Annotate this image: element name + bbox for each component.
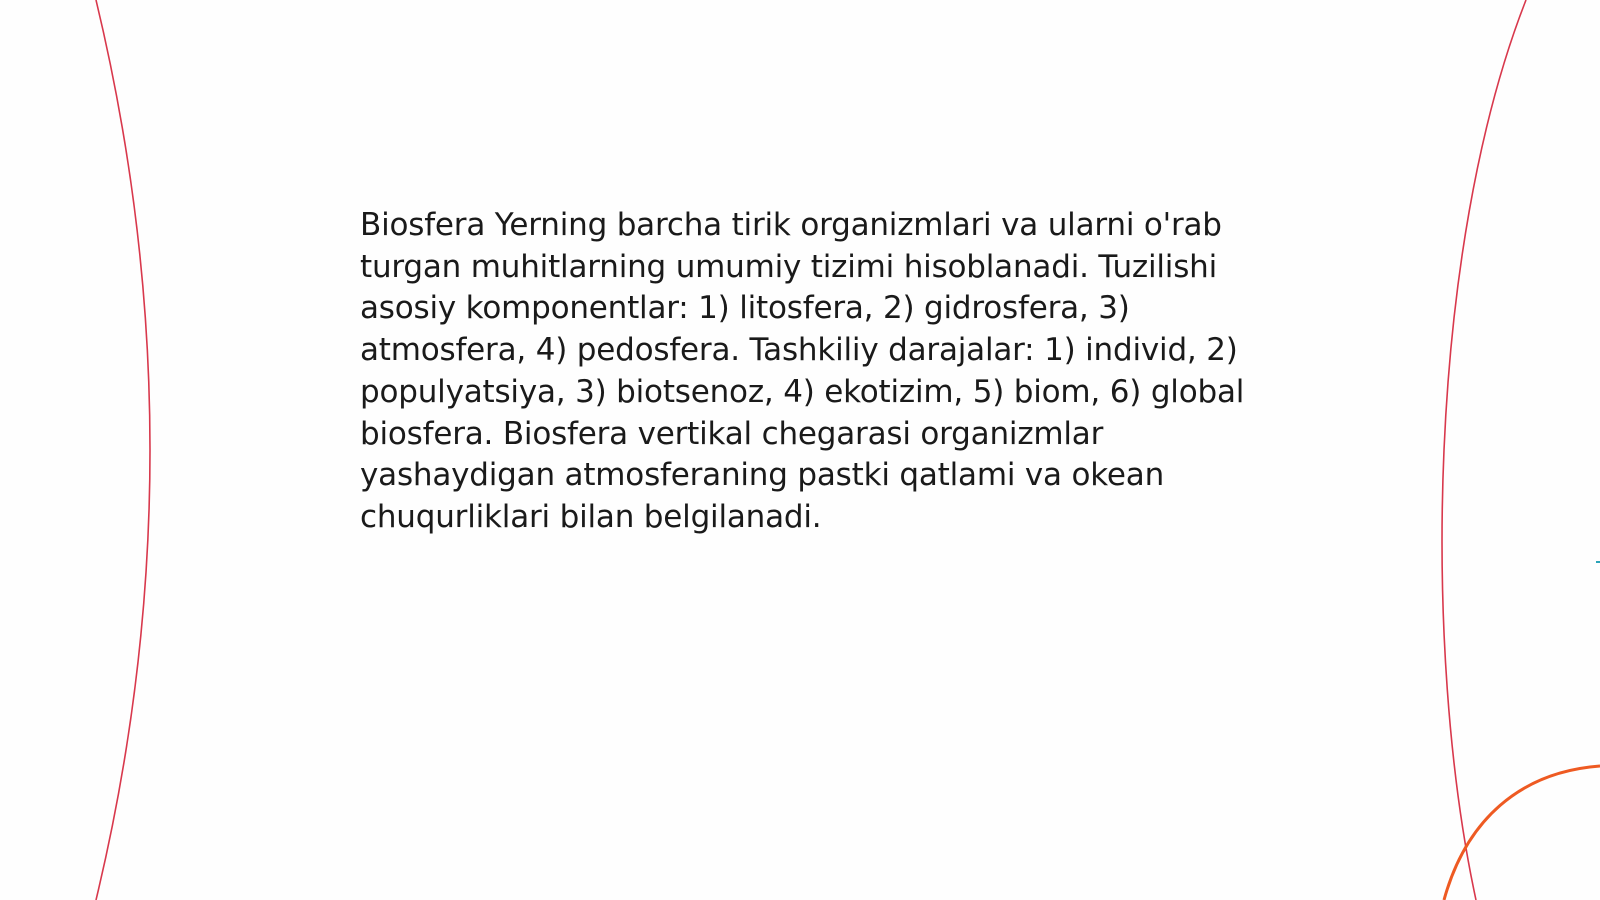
right-curve-line: [1442, 0, 1526, 900]
orange-arc: [1444, 766, 1600, 900]
slide-body-text: Biosfera Yerning barcha tirik organizmlari va ularni o'rab turgan muhitlarning umumiy tizimi hisoblanadi. Tuzilishi asosiy komponentlar: 1) litosfera, 2) gidrosfera, 3) atmosfera, 4) pedosfera. Tashkiliy darajalar: 1) individ, 2) populyatsiya, 3) biotsenoz, 4) ekotizim, 5) biom, 6) global biosfera. Biosfera vertikal chegarasi organizmlar yashaydigan atmosferaning pastki qatlami va okean chuqurliklari bilan belgilanadi.: [360, 207, 1245, 535]
left-curve-line: [96, 0, 150, 900]
